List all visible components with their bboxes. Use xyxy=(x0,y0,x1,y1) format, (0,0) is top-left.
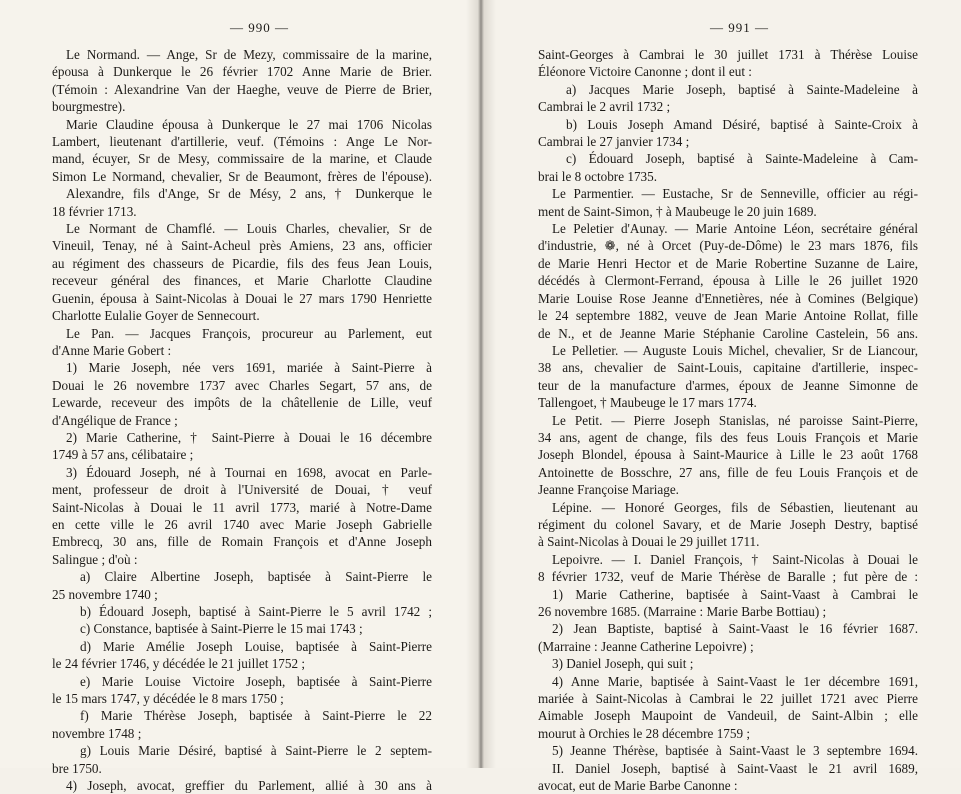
text-line: mourut à Orchies le 28 décembre 1759 ; xyxy=(538,725,751,741)
text-line: le 15 mars 1747, y décédée le 8 mars 1750 ; xyxy=(52,691,284,707)
text-line: Le Petit. — Pierre Joseph Stanislas, né paroisse Saint-Pierre, xyxy=(552,412,918,428)
text-line: Cambrai le 2 avril 1732 ; xyxy=(538,99,671,115)
text-column xyxy=(52,46,432,794)
text-line: avocat, eut de Marie Barbe Canonne : xyxy=(538,778,738,794)
text-line: Le Normant de Chamflé. — Louis Charles, chevalier, Sr de xyxy=(66,221,432,237)
text-line: Salingue ; d'où : xyxy=(52,551,138,567)
text-line: 34 ans, agent de change, fils des feus Louis François et Marie xyxy=(538,429,918,445)
text-line: d'Angélique de France ; xyxy=(52,412,178,428)
left-page xyxy=(0,0,478,794)
text-line: c) Édouard Joseph, baptisé à Sainte-Madeleine à Cam- xyxy=(566,151,918,167)
text-line: Simon Le Normand, chevalier, Sr de Beaumont, frères de l'épouse). xyxy=(52,168,432,184)
text-line: 3) Daniel Joseph, qui suit ; xyxy=(552,656,694,672)
text-line: (Témoin : Alexandrine Van der Haeghe, veuve de Pierre de Brier, xyxy=(52,81,432,97)
text-line: 4) Joseph, avocat, greffier du Parlement, allié à 30 ans à xyxy=(66,778,432,794)
text-line: Douai le 26 novembre 1737 avec Charles Segart, 57 ans, de xyxy=(52,377,432,393)
text-column xyxy=(538,46,918,794)
text-line: Marie Claudine épousa à Dunkerque le 27 mai 1706 Nicolas xyxy=(66,116,432,132)
text-line: épousa à Dunkerque le 26 février 1702 Anne Marie de Brier. xyxy=(52,64,432,80)
text-line: Cambrai le 27 janvier 1734 ; xyxy=(538,134,690,150)
text-line: g) Louis Marie Désiré, baptisé à Saint-Pierre le 2 septem- xyxy=(80,743,432,759)
text-line: d'industrie, ❁, né à Orcet (Puy-de-Dôme) le 23 mars 1876, fils xyxy=(538,238,918,254)
text-line: le 24 septembre 1882, veuve de Jean Marie Antoine Rollat, fille xyxy=(538,308,918,324)
text-line: Tallengoet, † Maubeuge le 17 mars 1774. xyxy=(538,395,757,411)
text-line: au régiment des chasseurs de Picardie, fils des feus Jean Louis, xyxy=(52,255,432,271)
text-line: le 24 février 1746, y décédée le 21 juillet 1752 ; xyxy=(52,656,306,672)
text-line: 26 novembre 1685. (Marraine : Marie Barbe Bottiau) ; xyxy=(538,604,827,619)
text-line: c) Constance, baptisée à Saint-Pierre le 15 mai 1743 ; xyxy=(80,621,363,637)
text-line: a) Claire Albertine Joseph, baptisée à Saint-Pierre le xyxy=(80,569,432,585)
text-line: 2) Marie Catherine, † Saint-Pierre à Douai le 16 décembre xyxy=(66,429,432,445)
text-line: 3) Édouard Joseph, né à Tournai en 1698, avocat en Parle- xyxy=(66,464,432,480)
text-line: 1) Marie Catherine, baptisée à Saint-Vaast à Cambrai le xyxy=(552,586,918,602)
text-line: e) Marie Louise Victoire Joseph, baptisée à Saint-Pierre xyxy=(80,673,432,689)
text-line: Lewarde, receveur des impôts de la châtellenie de Lille, veuf xyxy=(52,395,432,411)
text-line: 8 février 1732, veuf de Marie Thérèse de Baralle ; fut père de : xyxy=(538,569,918,585)
text-line: bre 1750. xyxy=(52,760,102,776)
text-line: mariée à Saint-Nicolas à Cambrai le 22 juillet 1721 avec Pierre xyxy=(538,691,918,707)
text-line: Aimable Joseph Maupoint de Vandeuil, de Saint-Albin ; elle xyxy=(538,708,918,724)
text-line: Lepoivre. — I. Daniel François, † Saint-Nicolas à Douai le xyxy=(552,551,918,567)
text-line: b) Louis Joseph Amand Désiré, baptisé à Sainte-Croix à xyxy=(566,116,918,132)
text-line: Jeanne Françoise Mariage. xyxy=(538,482,679,498)
text-line: Saint-Georges à Cambrai le 30 juillet 1731 à Thérèse Louise xyxy=(538,47,918,62)
text-line: Vineuil, Tenay, né à Saint-Acheul près Amiens, 23 ans, officier xyxy=(52,238,432,254)
text-line: Le Parmentier. — Eustache, Sr de Senneville, officier au régi- xyxy=(552,186,918,202)
text-line: f) Marie Thérèse Joseph, baptisée à Saint-Pierre le 22 xyxy=(80,708,432,724)
text-line: Marie Louise Rose Jeanne d'Ennetières, née à Comines (Belgique) xyxy=(538,290,918,306)
book-gutter xyxy=(466,0,496,768)
text-line: Lépine. — Honoré Georges, fils de Sébastien, lieutenant au xyxy=(552,499,918,515)
text-line: de N., et de Jeanne Marie Stéphanie Caroline Castelein, 56 ans. xyxy=(538,325,918,341)
text-line: Le Normand. — Ange, Sr de Mezy, commissaire de la marine, xyxy=(66,47,432,62)
text-line: ment, professeur de droit à l'Université de Douai, † veuf xyxy=(52,482,432,498)
text-line: d'Anne Marie Gobert : xyxy=(52,342,172,358)
text-line: mand, écuyer, Sr de Mesy, commissaire de la marine, et Claude xyxy=(52,151,432,167)
text-line: 4) Anne Marie, baptisée à Saint-Vaast le 1er décembre 1691, xyxy=(552,673,918,689)
text-line: a) Jacques Marie Joseph, baptisé à Sainte-Madeleine à xyxy=(566,81,918,97)
text-line: II. Daniel Joseph, baptisé à Saint-Vaast le 21 avril 1689, xyxy=(552,760,918,776)
text-line: novembre 1748 ; xyxy=(52,725,142,741)
text-line: 38 ans, chevalier de Saint-Louis, capitaine d'artillerie, inspec- xyxy=(538,360,918,376)
text-line: 1749 à 57 ans, célibataire ; xyxy=(52,447,194,463)
text-line: bourgmestre). xyxy=(52,99,126,115)
text-line: régiment du colonel Savary, et de Marie Joseph Destry, baptisé xyxy=(538,516,918,532)
text-line: Alexandre, fils d'Ange, Sr de Mésy, 2 ans, † Dunkerque le xyxy=(66,186,432,202)
text-line: à Saint-Nicolas à Douai le 29 juillet 1711. xyxy=(538,534,760,550)
text-line: décédés à Clermont-Ferrand, épousa à Lille le 26 juillet 1920 xyxy=(538,273,918,289)
text-line: Le Peletier d'Aunay. — Marie Antoine Léon, secrétaire général xyxy=(552,221,918,237)
text-line: Lambert, lieutenant d'artillerie, veuf. (Témoins : Ange Le Nor- xyxy=(52,134,432,150)
text-line: brai le 8 octobre 1735. xyxy=(538,168,658,184)
text-line: Le Pan. — Jacques François, procureur au Parlement, eut xyxy=(66,325,432,341)
text-line: Joseph Blondel, épousa à Saint-Maurice à Lille le 23 août 1768 xyxy=(538,447,918,463)
text-line: Le Pelletier. — Auguste Louis Michel, chevalier, Sr de Liancour, xyxy=(552,342,918,358)
text-line: 25 novembre 1740 ; xyxy=(52,586,158,602)
text-line: Éléonore Victoire Canonne ; dont il eut : xyxy=(538,64,752,80)
text-line: de Marie Henri Hector et de Marie Robertine Suzanne de Laire, xyxy=(538,255,918,271)
text-line: ment de Saint-Simon, † à Maubeuge le 20 juin 1689. xyxy=(538,203,817,219)
text-line: 2) Jean Baptiste, baptisé à Saint-Vaast le 16 février 1687. xyxy=(552,621,918,637)
text-line: teur de la manufacture d'armes, époux de Jeanne Simonne de xyxy=(538,377,918,393)
text-line: d) Marie Amélie Joseph Louise, baptisée à Saint-Pierre xyxy=(80,638,432,654)
text-line: Charlotte Eulalie Goyer de Sennecourt. xyxy=(52,308,260,324)
text-line: 1) Marie Joseph, née vers 1691, mariée à Saint-Pierre à xyxy=(66,360,432,376)
right-page xyxy=(482,0,961,794)
page-number: — 991 — xyxy=(710,20,769,35)
text-line: Guenin, épousa à Saint-Nicolas à Douai le 27 mars 1790 Henriette xyxy=(52,290,432,306)
text-line: 5) Jeanne Thérèse, baptisée à Saint-Vaast le 3 septembre 1694. xyxy=(552,743,918,759)
page-number: — 990 — xyxy=(230,20,289,35)
text-line: en cette ville le 26 avril 1740 avec Marie Joseph Gabrielle xyxy=(52,516,432,532)
text-line: Saint-Nicolas à Douai le 11 avril 1773, marié à Notre-Dame xyxy=(52,499,432,515)
text-line: (Marraine : Jeanne Catherine Lepoivre) ; xyxy=(538,638,754,654)
text-line: b) Édouard Joseph, baptisé à Saint-Pierre le 5 avril 1742 ; xyxy=(80,604,432,619)
text-line: Embrecq, 30 ans, fille de Romain François et d'Anne Joseph xyxy=(52,534,432,550)
text-line: receveur général des finances, et Marie Charlotte Claudine xyxy=(52,273,432,289)
text-line: 18 février 1713. xyxy=(52,203,137,219)
text-line: Antoinette de Bosschre, 27 ans, fille de feu Louis François et de xyxy=(538,464,918,480)
